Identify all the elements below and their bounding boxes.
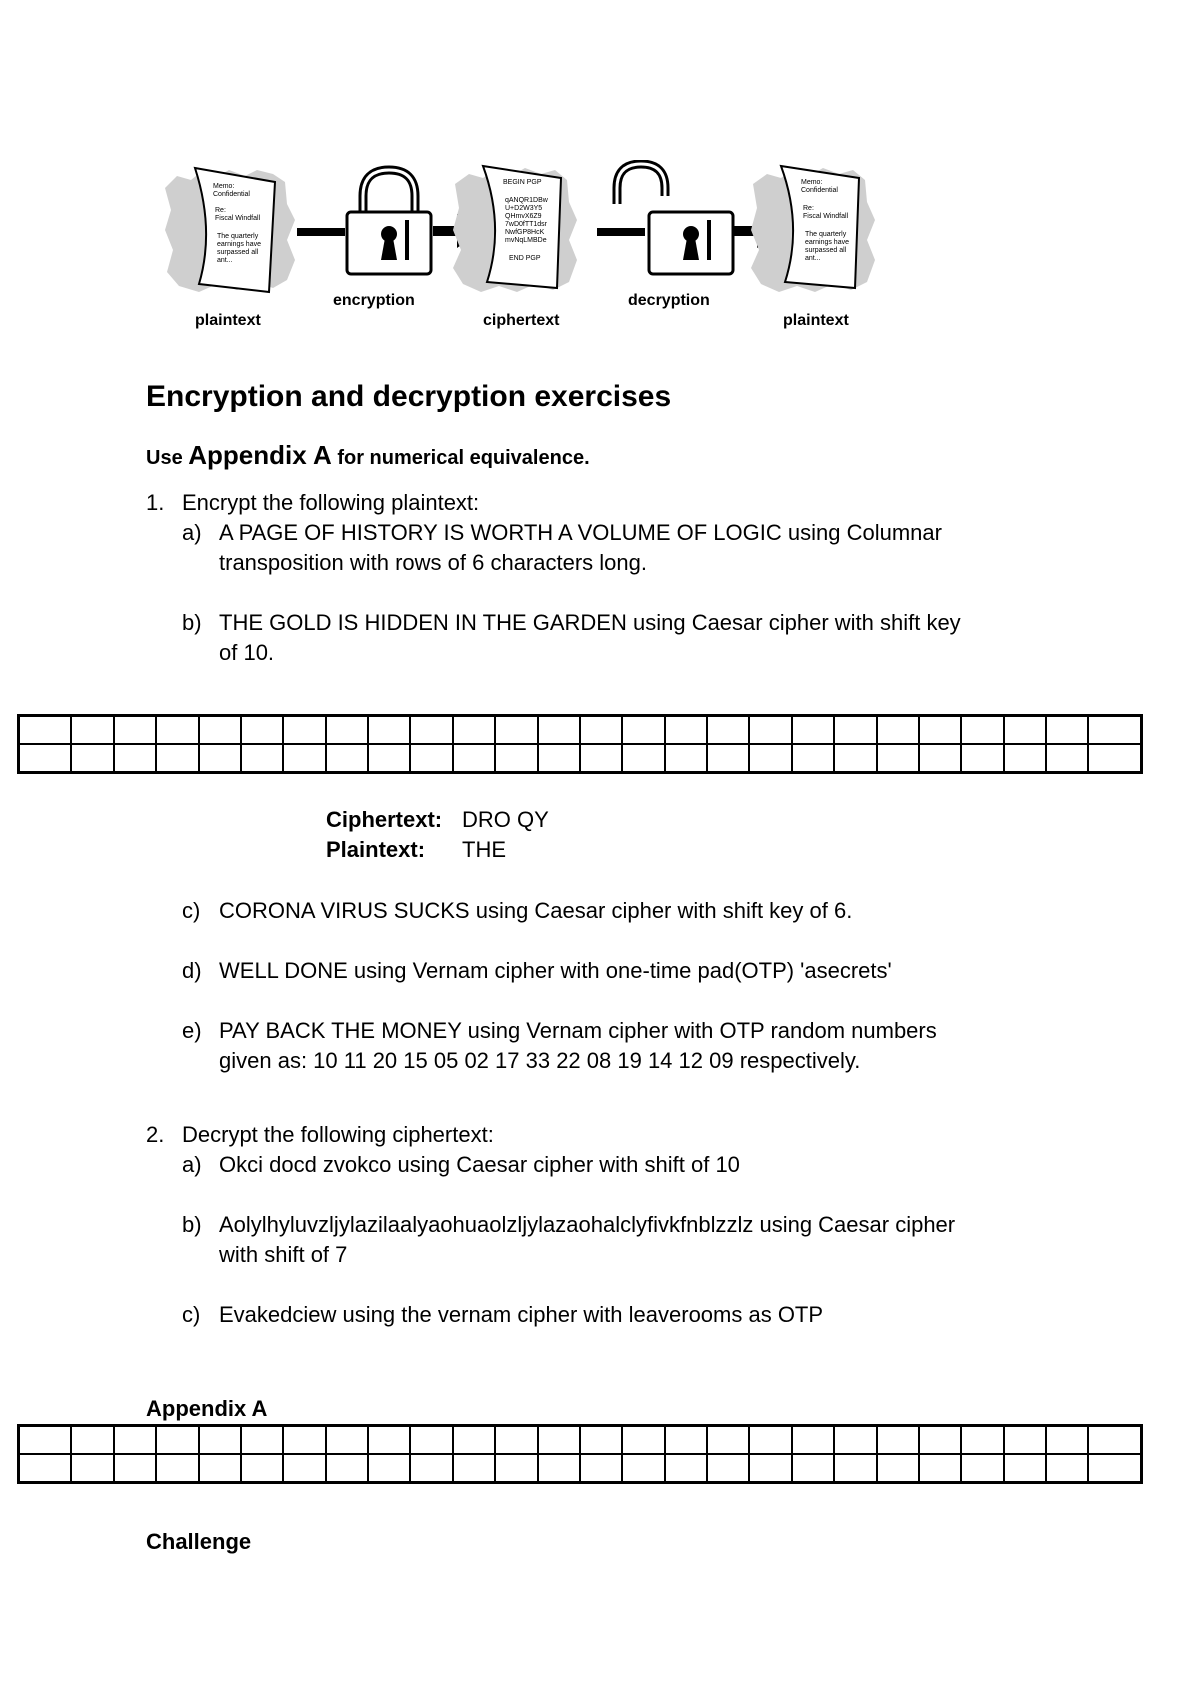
grid-cell [495,744,537,773]
grid-cell [622,1426,664,1455]
doc1-line: The quarterly [217,233,259,240]
grid-cell [749,1426,791,1455]
doc3-line: Fiscal Windfall [803,213,849,220]
grid-cell [19,1426,72,1455]
subtitle-suffix: for numerical equivalence. [337,447,590,469]
grid-cell [792,1426,834,1455]
grid-cell [538,1426,580,1455]
grid-cell [622,716,664,745]
grid-cell [326,1454,368,1483]
grid-cell [71,1426,113,1455]
grid-cell [961,1454,1003,1483]
grid-cell [156,1454,198,1483]
grid-cell [368,744,410,773]
grid-cell [326,744,368,773]
page-title: Encryption and decryption exercises [146,380,672,413]
grid-cell [538,716,580,745]
grid-cell [156,744,198,773]
question-text: Encrypt the following plaintext: [182,490,480,515]
doc2-line: 7wD0fTT1dsr [505,221,548,228]
subtitle-prefix: Use [146,447,183,469]
doc3-line: earnings have [805,239,849,246]
grid-cell [749,744,791,773]
grid-cell [368,1454,410,1483]
grid-cell [71,1454,113,1483]
grid-cell [961,716,1003,745]
item-label: c) [182,898,201,923]
grid-cell [834,716,876,745]
open-lock-icon [617,164,733,274]
grid-cell [919,1454,961,1483]
encryption-diagram [165,160,905,340]
grid-cell [792,716,834,745]
doc2-line: BEGIN PGP [503,179,542,186]
page-subtitle [146,440,590,471]
grid-cell [834,1454,876,1483]
grid-cell [368,716,410,745]
grid-cell [114,1426,156,1455]
grid-cell [1046,744,1088,773]
grid-cell [665,744,707,773]
grid-cell [19,744,72,773]
grid-cell [1088,744,1141,773]
grid-cell [19,716,72,745]
doc2-line: QHmvX6Z9 [505,213,542,220]
grid-cell [156,1426,198,1455]
grid-cell [410,716,452,745]
diagram-label-decryption: decryption [628,292,710,309]
grid-cell [410,1454,452,1483]
grid-cell [919,744,961,773]
item-text: Evakedciew using the vernam cipher with leaverooms as OTP [219,1302,824,1327]
grid-row [19,1454,1142,1483]
grid-cell [834,1426,876,1455]
doc3-line: Memo: [801,179,823,186]
grid-cell [71,716,113,745]
grid-cell [792,1454,834,1483]
grid-cell [326,716,368,745]
grid-cell [114,716,156,745]
grid-cell [792,744,834,773]
grid-cell [19,1454,72,1483]
grid-cell [665,716,707,745]
item-text: transposition with rows of 6 characters long. [219,550,647,575]
doc3-line: Re: [803,205,814,212]
plaintext-label: Plaintext: [326,837,426,862]
grid-cell [580,744,622,773]
ciphertext-value: DRO QY [462,807,549,832]
question-text: Decrypt the following ciphertext: [182,1122,494,1147]
diagram-label-encryption: encryption [333,292,415,309]
doc2-line: END PGP [509,255,541,262]
appendix-grid [17,1424,1143,1484]
grid-cell [283,744,325,773]
grid-cell [199,1454,241,1483]
grid-cell [580,716,622,745]
doc2-line: qANQR1DBw [505,197,548,204]
grid-cell [1004,744,1046,773]
grid-cell [834,744,876,773]
grid-cell [283,716,325,745]
item-text: A PAGE OF HISTORY IS WORTH A VOLUME OF LOGIC using Columnar [219,520,942,545]
arrow-right-icon [597,228,645,236]
doc2-line: mvNqLMBDe [505,237,547,244]
doc3-line: Confidential [801,187,838,194]
grid-cell [241,716,283,745]
grid-cell [580,1454,622,1483]
doc2-line: U+D2W3Y5 [505,205,543,212]
grid-cell [707,1454,749,1483]
doc3-line: ant... [805,255,821,262]
question-number: 1. [146,490,165,515]
doc1-line: Memo: [213,183,235,190]
arrow-right-icon [297,228,345,236]
grid-cell [919,716,961,745]
item-text: Aolylhyluvzljylazilaalyaohuaolzljylazaohalclyfivkfnblzzlz using Caesar cipher [219,1212,956,1237]
grid-cell [877,744,919,773]
grid-cell [877,1454,919,1483]
grid-cell [1088,1426,1141,1455]
item-label: d) [182,958,202,983]
grid-cell [453,716,495,745]
grid-row [19,716,1142,745]
grid-cell [283,1454,325,1483]
grid-cell [241,1454,283,1483]
grid-cell [622,744,664,773]
doc1-line: Fiscal Windfall [215,215,261,222]
grid-cell [114,744,156,773]
ciphertext-document-icon [453,166,577,292]
item-text: given as: 10 11 20 15 05 02 17 33 22 08 19 14 12 09 respectively. [219,1048,861,1073]
appendix-heading: Appendix A [146,1396,268,1421]
plaintext-value: THE [462,837,506,862]
grid-cell [1088,1454,1141,1483]
grid-cell [1004,1426,1046,1455]
item-text: Okci docd zvokco using Caesar cipher with shift of 10 [219,1152,740,1177]
diagram-label-plaintext: plaintext [195,312,261,329]
doc3-line: The quarterly [805,231,847,238]
diagram-label-ciphertext: ciphertext [483,312,560,329]
grid-cell [199,744,241,773]
grid-cell [1046,1454,1088,1483]
grid-cell [241,1426,283,1455]
grid-cell [1088,716,1141,745]
item-label: b) [182,610,202,635]
item-label: b) [182,1212,202,1237]
grid-cell [410,1426,452,1455]
grid-cell [1046,716,1088,745]
grid-cell [707,744,749,773]
doc1-line: Re: [215,207,226,214]
grid-cell [749,1454,791,1483]
item-label: a) [182,1152,202,1177]
grid-cell [919,1426,961,1455]
ciphertext-label: Ciphertext: [326,807,443,832]
diagram-label-plaintext: plaintext [783,312,849,329]
grid-cell [495,1454,537,1483]
grid-cell [749,716,791,745]
plaintext-document-icon [165,168,295,292]
grid-cell [495,1426,537,1455]
doc2-line: NwfGP8HcK [505,229,545,236]
item-label: c) [182,1302,201,1327]
doc3-line: surpassed all [805,247,847,254]
challenge-heading: Challenge [146,1529,252,1554]
grid-cell [665,1426,707,1455]
grid-cell [156,716,198,745]
doc1-line: surpassed all [217,249,259,256]
grid-cell [1046,1426,1088,1455]
grid-cell [199,1426,241,1455]
doc1-line: earnings have [217,241,261,248]
grid-cell [961,744,1003,773]
grid-row [19,1426,1142,1455]
item-label: e) [182,1018,202,1043]
grid-cell [580,1426,622,1455]
grid-cell [1004,716,1046,745]
item-text: CORONA VIRUS SUCKS using Caesar cipher with shift key of 6. [219,898,853,923]
grid-cell [961,1426,1003,1455]
item-text: with shift of 7 [219,1242,348,1267]
grid-cell [283,1426,325,1455]
item-text: of 10. [219,640,275,665]
grid-cell [877,1426,919,1455]
grid-cell [707,1426,749,1455]
item-text: PAY BACK THE MONEY using Vernam cipher with OTP random numbers [219,1018,937,1043]
grid-cell [665,1454,707,1483]
grid-row [19,744,1142,773]
grid-cell [453,1454,495,1483]
item-label: a) [182,520,202,545]
doc1-line: Confidential [213,191,250,198]
grid-cell [453,1426,495,1455]
grid-cell [453,744,495,773]
item-text: THE GOLD IS HIDDEN IN THE GARDEN using Caesar cipher with shift key [219,610,961,635]
grid-cell [71,744,113,773]
plaintext-document-icon [751,166,875,292]
grid-cell [199,716,241,745]
grid-cell [368,1426,410,1455]
grid-cell [538,744,580,773]
grid-cell [877,716,919,745]
grid-cell [241,744,283,773]
subtitle-appendix: Appendix A [188,440,332,470]
grid-cell [707,716,749,745]
grid-cell [1004,1454,1046,1483]
grid-cell [410,744,452,773]
doc1-line: ant... [217,257,233,264]
question-number: 2. [146,1122,165,1147]
grid-cell [538,1454,580,1483]
grid-cell [495,716,537,745]
answer-grid [17,714,1143,774]
grid-cell [326,1426,368,1455]
grid-cell [114,1454,156,1483]
closed-lock-icon [347,170,431,274]
grid-cell [622,1454,664,1483]
item-text: WELL DONE using Vernam cipher with one-time pad(OTP) 'asecrets' [219,958,892,983]
